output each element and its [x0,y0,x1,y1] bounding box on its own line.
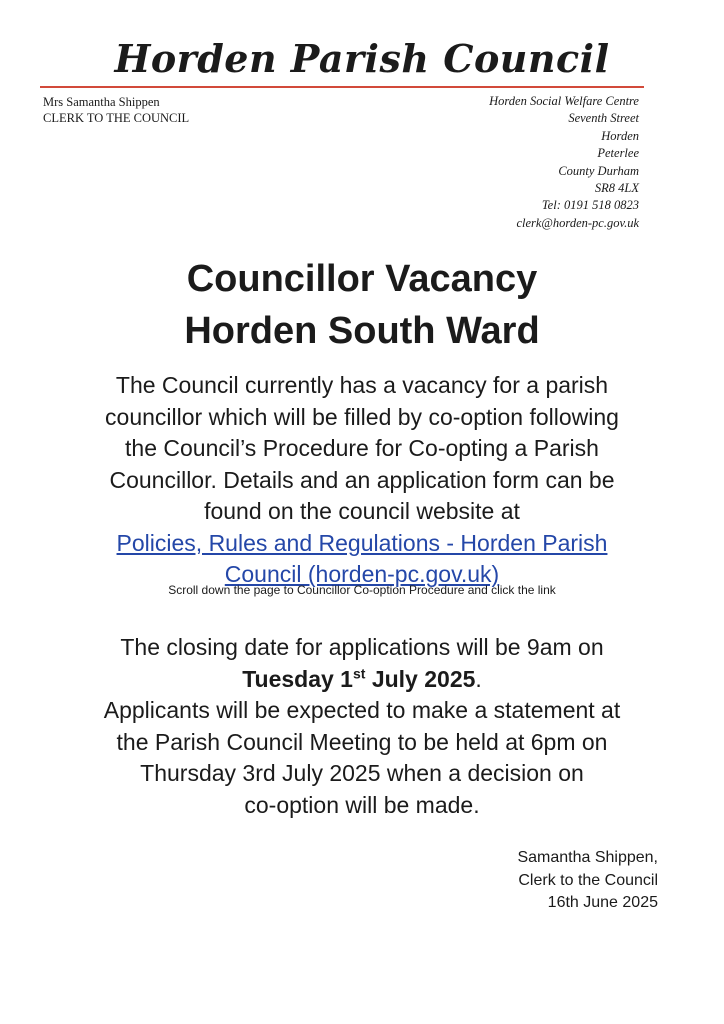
meeting-line: Thursday 3rd July 2025 when a decision on [140,760,584,786]
signatory-name: Samantha Shippen, [517,849,658,866]
meeting-line: the Parish Council Meeting to be held at 6pm on [116,728,608,755]
address-line: Seventh Street [568,111,639,126]
policies-link[interactable]: Policies, Rules and Regulations - Horden Parish [116,529,608,556]
address-line: Peterlee [597,146,639,161]
closing-date-day: Tuesday 1 [242,665,353,692]
description-line: Councillor. Details and an application form can be [109,466,615,493]
clerk-details [43,94,189,126]
policies-link-continued[interactable]: Council (horden-pc.gov.uk) [224,561,500,587]
title-divider [40,86,644,88]
closing-date-period: . [475,665,482,692]
vacancy-description [0,370,724,591]
closing-date-month: July 2025 [365,665,476,692]
clerk-role: CLERK TO THE COUNCIL [43,111,190,125]
closing-date [0,664,724,696]
description-line: found on the council website at [204,498,520,524]
ward-heading: Horden South Ward [184,310,540,352]
address-line: County Durham [558,163,639,178]
closing-date-ordinal: st [352,664,366,681]
closing-line: The closing date for applications will be 9am on [120,634,604,660]
address-telephone: Tel: 0191 518 0823 [541,198,639,213]
closing-date-details [0,632,724,821]
meeting-line: co-option will be made. [244,791,480,818]
notice-date: 16th June 2025 [547,894,658,911]
signature-block [517,847,658,915]
description-line: The Council currently has a vacancy for a parish [115,372,609,398]
address-line: Horden Social Welfare Centre [489,94,639,108]
address-line: Horden [601,128,639,143]
address-email: clerk@horden-pc.gov.uk [516,215,639,230]
vacancy-heading: Councillor Vacancy [186,258,538,300]
council-address [489,93,639,232]
description-line: councillor which will be filled by co-option following [105,403,619,430]
scroll-instruction: Scroll down the page to Councillor Co-option Procedure and click the link [168,583,556,597]
signatory-role: Clerk to the Council [518,871,658,889]
meeting-line: Applicants will be expected to make a statement at [103,697,621,723]
clerk-name: Mrs Samantha Shippen [43,95,160,109]
council-title: Horden Parish Council [114,36,610,81]
description-line: the Council’s Procedure for Co-opting a Parish [125,435,599,461]
address-postcode: SR8 4LX [594,181,639,196]
